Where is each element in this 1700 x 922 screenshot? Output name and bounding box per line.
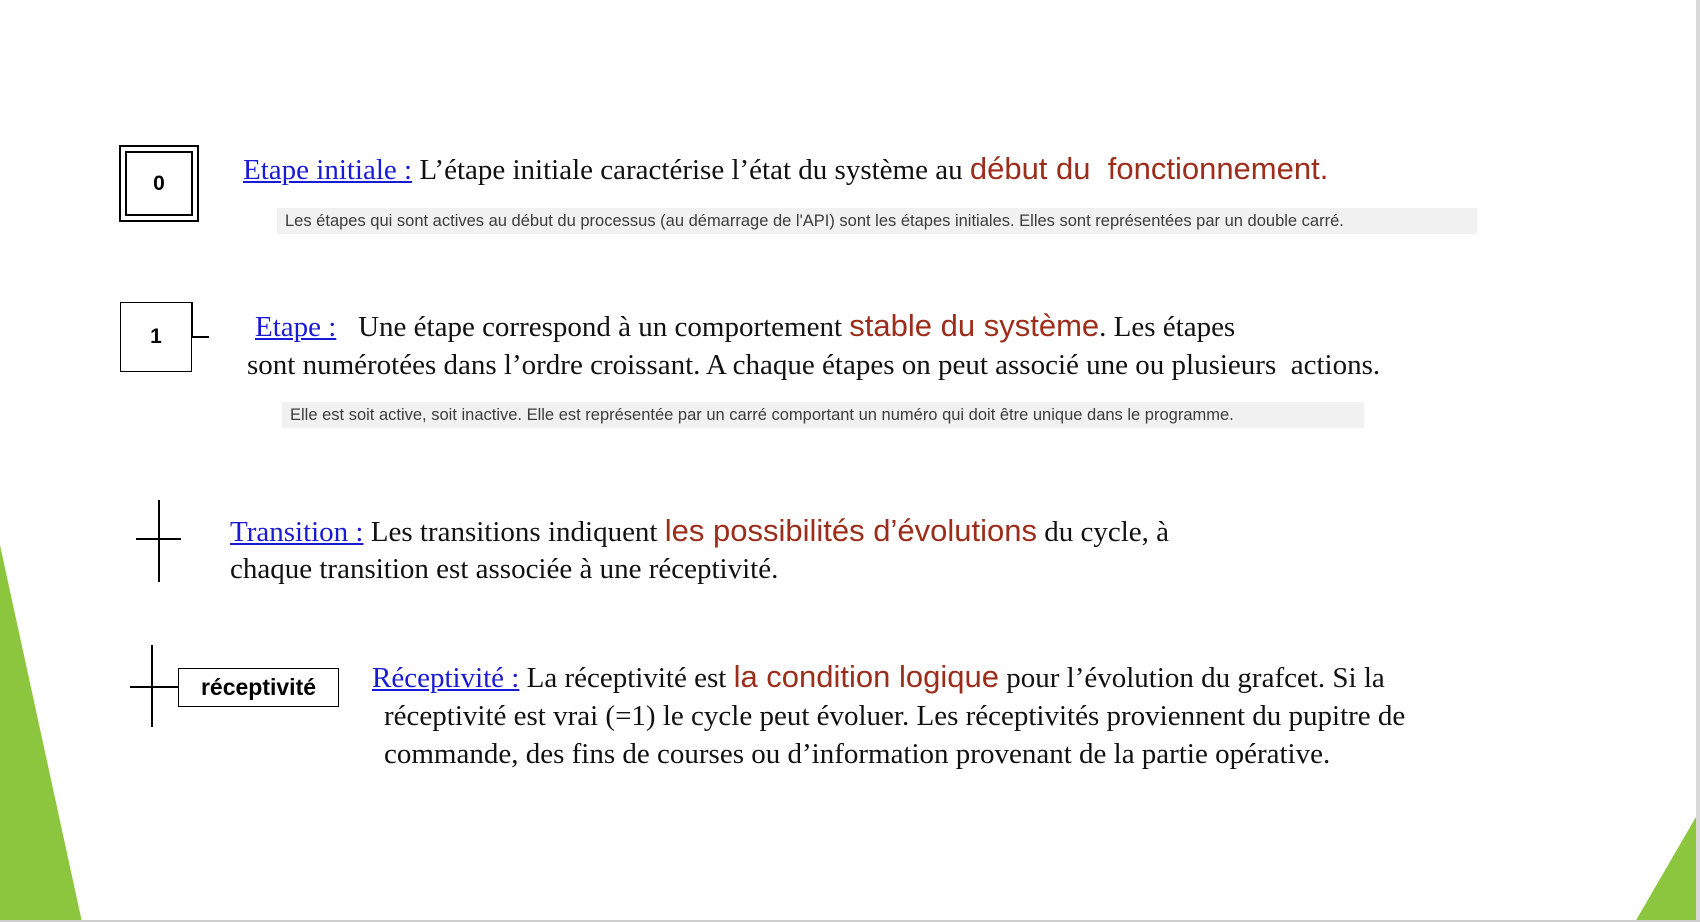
receptivity-definition-line3: commande, des fins de courses ou d’information provenant de la partie opérative. (384, 738, 1331, 770)
transition-definition-line2: chaque transition est associée à une réceptivité. (230, 553, 779, 585)
initial-step-highlight: début du fonctionnement. (969, 151, 1329, 186)
step-highlight: stable du système (849, 308, 1100, 343)
receptivity-symbol-horizontal (130, 686, 180, 688)
step-definition-line2: sont numérotées dans l’ordre croissant. A chaque étapes on peut associé une ou plusieurs actions. (247, 349, 1381, 381)
initial-step-symbol (119, 145, 199, 222)
receptivity-definition-line1 (372, 658, 1385, 697)
right-edge-bar (1696, 0, 1700, 922)
step-number: 1 (150, 325, 162, 348)
step-definition-line1 (255, 307, 1235, 346)
receptivity-highlight: la condition logique (733, 659, 999, 694)
green-triangle-right (1635, 810, 1700, 922)
step-note: Elle est soit active, soit inactive. Elle est représentée par un carré comportant un numéro qui doit être unique dans le programme. (282, 402, 1364, 428)
receptivity-text-after: pour l’évolution du grafcet. Si la (999, 662, 1385, 694)
initial-step-inner-square (125, 151, 193, 216)
term-etape: Etape : (255, 311, 337, 343)
term-transition: Transition : (230, 516, 364, 548)
step-text-after: . Les étapes (1099, 311, 1236, 343)
transition-symbol-vertical (158, 500, 160, 582)
receptivity-text: La réceptivité est (519, 662, 734, 694)
step-output-horizontal (191, 336, 209, 338)
term-receptivite: Réceptivité : (372, 662, 520, 694)
term-etape-initiale: Etape initiale : (243, 154, 413, 186)
step-output-vertical (191, 302, 193, 338)
transition-text: Les transitions indiquent (363, 516, 665, 548)
step-text: Une étape correspond à un comportement (336, 311, 850, 343)
initial-step-note: Les étapes qui sont actives au début du processus (au démarrage de l'API) sont les étapes initiales. Elles sont représentées par un double carré. (277, 208, 1477, 234)
initial-step-number: 0 (153, 171, 165, 195)
receptivity-definition-line2: réceptivité est vrai (=1) le cycle peut évoluer. Les réceptivités proviennent du pupitre de (384, 700, 1406, 732)
initial-step-definition (243, 150, 1328, 189)
initial-step-text: L’étape initiale caractérise l’état du système au (412, 154, 970, 186)
transition-text-after: du cycle, à (1036, 516, 1169, 548)
receptivity-label: réceptivité (200, 674, 317, 700)
receptivity-label-box (178, 668, 339, 707)
transition-symbol-horizontal (136, 538, 181, 540)
transition-definition-line1 (230, 512, 1169, 551)
step-symbol (120, 302, 192, 372)
green-triangle-left (0, 545, 82, 922)
transition-highlight: les possibilités d’évolutions (664, 513, 1037, 548)
